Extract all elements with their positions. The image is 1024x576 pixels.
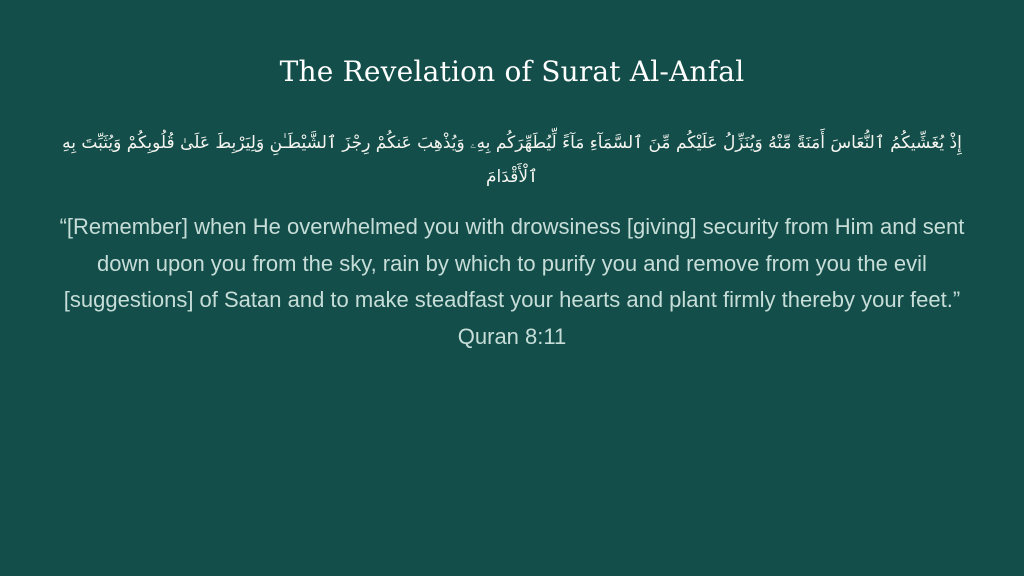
- verse-translation: “[Remember] when He overwhelmed you with drowsiness [giving] security from Him and sent down upon you from the sky, rain by which to purify you and remove from you the evil [suggestions] of Satan and to make steadfast your hearts and plant firmly thereby your feet.” Quran 8:11: [59, 214, 965, 349]
- arabic-verse: إِذْ يُغَشِّيكُمُ ٱلنُّعَاسَ أَمَنَةً مِّنْهُ وَيُنَزِّلُ عَلَيْكُم مِّنَ ٱلسَّمَآءِ مَآءً لِّيُطَهِّرَكُم بِهِۦ وَيُذْهِبَ عَنكُمْ رِجْزَ ٱلشَّيْطَـٰنِ وَلِيَرْبِطَ عَلَىٰ قُلُوبِكُمْ وَيُثَبِّتَ بِهِ ٱلْأَقْدَامَ: [62, 133, 962, 187]
- slide-title: The Revelation of Surat Al-Anfal: [279, 55, 745, 88]
